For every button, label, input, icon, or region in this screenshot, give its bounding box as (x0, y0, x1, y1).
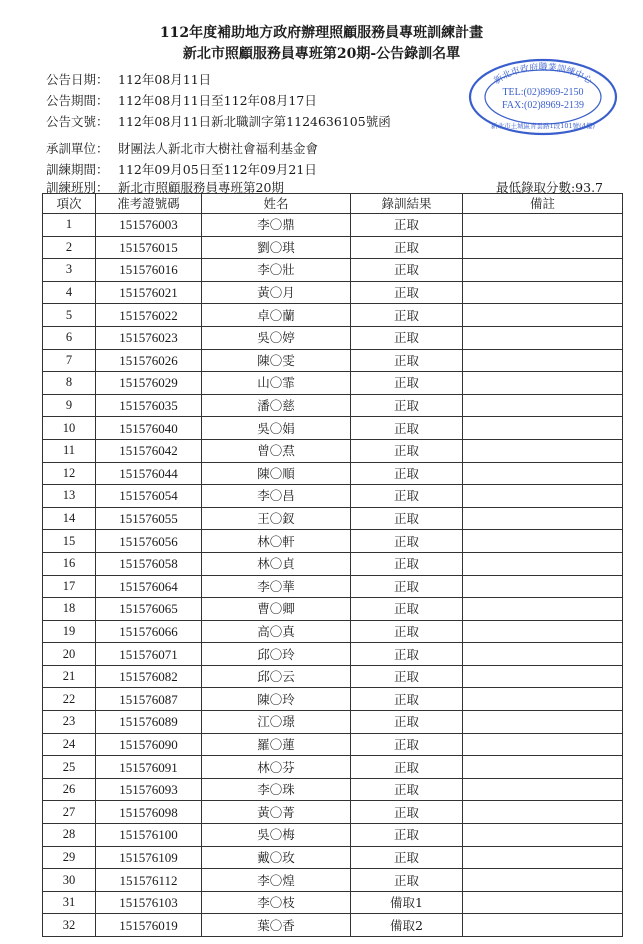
candidate-name: 曾〇焄 (202, 439, 351, 462)
row-index: 20 (43, 643, 96, 666)
row-index: 15 (43, 530, 96, 553)
admission-id: 151576093 (96, 778, 202, 801)
admission-result: 正取 (351, 733, 463, 756)
admission-result: 正取 (351, 304, 463, 327)
training-class-label: 訓練班別： (46, 180, 109, 195)
candidate-name: 山〇霏 (202, 372, 351, 395)
training-period (46, 160, 317, 178)
admission-id: 151576021 (96, 281, 202, 304)
table-row (43, 214, 623, 237)
candidate-name: 陳〇雯 (202, 349, 351, 372)
candidate-name: 黃〇月 (202, 281, 351, 304)
remarks (463, 485, 623, 508)
remarks (463, 846, 623, 869)
table-body (43, 214, 623, 937)
document-title: 112年度補助地方政府辦理照顧服務員專班訓練計畫 (159, 25, 484, 41)
stamp-fax: FAX:(02)8969-2139 (501, 100, 585, 111)
candidate-name: 陳〇玲 (202, 688, 351, 711)
candidate-name: 李〇華 (202, 575, 351, 598)
row-index: 4 (43, 281, 96, 304)
admission-id: 151576064 (96, 575, 202, 598)
admission-result: 正取 (351, 372, 463, 395)
remarks (463, 620, 623, 643)
admission-id: 151576023 (96, 326, 202, 349)
remarks (463, 394, 623, 417)
candidate-name: 林〇貞 (202, 552, 351, 575)
remarks (463, 236, 623, 259)
remarks (463, 778, 623, 801)
table-row (43, 711, 623, 734)
announce-period (46, 91, 317, 109)
remarks (463, 756, 623, 779)
admission-id: 151576055 (96, 507, 202, 530)
table-row (43, 259, 623, 282)
row-index: 6 (43, 326, 96, 349)
remarks (463, 552, 623, 575)
remarks (463, 733, 623, 756)
admission-id: 151576029 (96, 372, 202, 395)
admission-result: 正取 (351, 485, 463, 508)
remarks (463, 801, 623, 824)
candidate-name: 李〇珠 (202, 778, 351, 801)
candidate-name: 江〇璟 (202, 711, 351, 734)
admission-result: 正取 (351, 778, 463, 801)
remarks (463, 643, 623, 666)
candidate-name: 邱〇云 (202, 665, 351, 688)
remarks (463, 575, 623, 598)
admission-id: 151576087 (96, 688, 202, 711)
table-row (43, 846, 623, 869)
admission-result: 正取 (351, 417, 463, 440)
document-number (46, 112, 391, 130)
remarks (463, 824, 623, 847)
remarks (463, 530, 623, 553)
table-row (43, 869, 623, 892)
table-row (43, 914, 623, 937)
minimum-score: 最低錄取分數:93.7 (495, 180, 603, 195)
stamp-tel: TEL:(02)8969-2150 (502, 87, 584, 98)
admission-id: 151576103 (96, 891, 202, 914)
announce-date (46, 70, 211, 88)
admission-id: 151576040 (96, 417, 202, 440)
admission-result: 正取 (351, 688, 463, 711)
table-row (43, 733, 623, 756)
table-row (43, 372, 623, 395)
row-index: 9 (43, 394, 96, 417)
candidate-name: 羅〇蓮 (202, 733, 351, 756)
row-index: 8 (43, 372, 96, 395)
row-index: 5 (43, 304, 96, 327)
table-row (43, 304, 623, 327)
admission-id: 151576015 (96, 236, 202, 259)
training-period-value: 112年09月05日至112年09月21日 (118, 162, 317, 177)
admission-table (42, 193, 623, 937)
candidate-name: 李〇枝 (202, 891, 351, 914)
table-row (43, 801, 623, 824)
admission-id: 151576071 (96, 643, 202, 666)
table-row (43, 439, 623, 462)
admission-id: 151576054 (96, 485, 202, 508)
candidate-name: 黃〇菁 (202, 801, 351, 824)
table-row (43, 756, 623, 779)
row-index: 11 (43, 439, 96, 462)
row-index: 10 (43, 417, 96, 440)
stamp-address: 新北市土城區青雲路1段101號(4樓) (491, 122, 595, 130)
training-period-label: 訓練期間： (46, 162, 109, 177)
table-row (43, 236, 623, 259)
col-header-index: 項次 (43, 194, 96, 214)
admission-id: 151576056 (96, 530, 202, 553)
announce-date-label: 公告日期： (46, 72, 109, 87)
row-index: 17 (43, 575, 96, 598)
admission-id: 151576026 (96, 349, 202, 372)
candidate-name: 陳〇順 (202, 462, 351, 485)
row-index: 28 (43, 824, 96, 847)
admission-result: 正取 (351, 598, 463, 621)
row-index: 12 (43, 462, 96, 485)
admission-id: 151576089 (96, 711, 202, 734)
remarks (463, 869, 623, 892)
col-header-remarks: 備註 (463, 194, 623, 214)
remarks (463, 349, 623, 372)
remarks (463, 688, 623, 711)
row-index: 24 (43, 733, 96, 756)
remarks (463, 462, 623, 485)
row-index: 19 (43, 620, 96, 643)
remarks (463, 417, 623, 440)
admission-id: 151576082 (96, 665, 202, 688)
row-index: 23 (43, 711, 96, 734)
candidate-name: 吳〇婷 (202, 326, 351, 349)
remarks (463, 711, 623, 734)
candidate-name: 林〇芬 (202, 756, 351, 779)
admission-result: 正取 (351, 801, 463, 824)
document-number-value: 112年08月11日新北職訓字第1124636105號函 (118, 114, 391, 129)
organizer (46, 139, 318, 157)
row-index: 26 (43, 778, 96, 801)
admission-id: 151576016 (96, 259, 202, 282)
candidate-name: 卓〇蘭 (202, 304, 351, 327)
table-row (43, 643, 623, 666)
admission-id: 151576091 (96, 756, 202, 779)
row-index: 3 (43, 259, 96, 282)
table-row (43, 417, 623, 440)
candidate-name: 李〇昌 (202, 485, 351, 508)
table-row (43, 462, 623, 485)
table-row (43, 598, 623, 621)
admission-result: 正取 (351, 507, 463, 530)
admission-result: 備取1 (351, 891, 463, 914)
remarks (463, 281, 623, 304)
table-row (43, 349, 623, 372)
row-index: 27 (43, 801, 96, 824)
admission-result: 正取 (351, 259, 463, 282)
col-header-admission-id: 准考證號碼 (96, 194, 202, 214)
admission-result: 正取 (351, 349, 463, 372)
admission-result: 正取 (351, 552, 463, 575)
admission-id: 151576109 (96, 846, 202, 869)
admission-result: 正取 (351, 643, 463, 666)
row-index: 7 (43, 349, 96, 372)
row-index: 31 (43, 891, 96, 914)
table-row (43, 891, 623, 914)
admission-result: 正取 (351, 530, 463, 553)
admission-result: 正取 (351, 439, 463, 462)
row-index: 16 (43, 552, 96, 575)
col-header-result: 錄訓結果 (351, 194, 463, 214)
candidate-name: 高〇真 (202, 620, 351, 643)
candidate-name: 吳〇娟 (202, 417, 351, 440)
remarks (463, 372, 623, 395)
candidate-name: 潘〇慈 (202, 394, 351, 417)
table-row (43, 575, 623, 598)
candidate-name: 邱〇玲 (202, 643, 351, 666)
table-row (43, 778, 623, 801)
admission-result: 正取 (351, 575, 463, 598)
admission-result: 正取 (351, 665, 463, 688)
admission-result: 正取 (351, 462, 463, 485)
candidate-name: 戴〇玫 (202, 846, 351, 869)
remarks (463, 914, 623, 937)
table-row (43, 620, 623, 643)
admission-id: 151576100 (96, 824, 202, 847)
admission-result: 正取 (351, 711, 463, 734)
remarks (463, 439, 623, 462)
table-row (43, 326, 623, 349)
admission-result: 正取 (351, 281, 463, 304)
admission-id: 151576022 (96, 304, 202, 327)
admission-result: 正取 (351, 620, 463, 643)
remarks (463, 326, 623, 349)
announce-date-value: 112年08月11日 (118, 72, 212, 87)
admission-result: 正取 (351, 214, 463, 237)
admission-id: 151576112 (96, 869, 202, 892)
organizer-label: 承訓單位： (46, 141, 109, 156)
admission-id: 151576019 (96, 914, 202, 937)
admission-id: 151576035 (96, 394, 202, 417)
row-index: 1 (43, 214, 96, 237)
row-index: 21 (43, 665, 96, 688)
admission-id: 151576044 (96, 462, 202, 485)
admission-id: 151576042 (96, 439, 202, 462)
admission-id: 151576003 (96, 214, 202, 237)
remarks (463, 891, 623, 914)
admission-result: 正取 (351, 869, 463, 892)
admission-result: 正取 (351, 824, 463, 847)
table-row (43, 688, 623, 711)
row-index: 32 (43, 914, 96, 937)
table-row (43, 665, 623, 688)
candidate-name: 李〇鼎 (202, 214, 351, 237)
admission-result: 正取 (351, 326, 463, 349)
candidate-name: 林〇軒 (202, 530, 351, 553)
remarks (463, 665, 623, 688)
candidate-name: 王〇釵 (202, 507, 351, 530)
remarks (463, 214, 623, 237)
admission-result: 備取2 (351, 914, 463, 937)
table-row (43, 394, 623, 417)
row-index: 29 (43, 846, 96, 869)
training-class-value: 新北市照顧服務員專班第20期 (118, 180, 284, 195)
row-index: 2 (43, 236, 96, 259)
remarks (463, 598, 623, 621)
row-index: 25 (43, 756, 96, 779)
candidate-name: 李〇煌 (202, 869, 351, 892)
table-row (43, 530, 623, 553)
table-row (43, 281, 623, 304)
row-index: 22 (43, 688, 96, 711)
admission-id: 151576090 (96, 733, 202, 756)
admission-result: 正取 (351, 756, 463, 779)
table-row (43, 507, 623, 530)
row-index: 30 (43, 869, 96, 892)
table-row (43, 485, 623, 508)
row-index: 13 (43, 485, 96, 508)
admission-id: 151576065 (96, 598, 202, 621)
candidate-name: 葉〇香 (202, 914, 351, 937)
remarks (463, 259, 623, 282)
admission-result: 正取 (351, 394, 463, 417)
remarks (463, 304, 623, 327)
remarks (463, 507, 623, 530)
admission-id: 151576098 (96, 801, 202, 824)
candidate-name: 曹〇卿 (202, 598, 351, 621)
admission-id: 151576058 (96, 552, 202, 575)
candidate-name: 李〇壯 (202, 259, 351, 282)
candidate-name: 吳〇梅 (202, 824, 351, 847)
row-index: 14 (43, 507, 96, 530)
table-header-row (43, 194, 623, 214)
announce-period-value: 112年08月11日至112年08月17日 (118, 93, 317, 108)
official-stamp (468, 58, 618, 136)
admission-result: 正取 (351, 236, 463, 259)
table-row (43, 824, 623, 847)
organizer-value: 財團法人新北市大樹社會福利基金會 (118, 141, 319, 156)
document-subtitle: 新北市照顧服務員專班第20期-公告錄訓名單 (182, 46, 461, 62)
announce-period-label: 公告期間： (46, 93, 109, 108)
admission-id: 151576066 (96, 620, 202, 643)
col-header-name: 姓名 (202, 194, 351, 214)
table-row (43, 552, 623, 575)
admission-result: 正取 (351, 846, 463, 869)
row-index: 18 (43, 598, 96, 621)
document-number-label: 公告文號： (46, 114, 109, 129)
stamp-top-text: 新北市政府職業訓練中心 (492, 63, 594, 87)
candidate-name: 劉〇琪 (202, 236, 351, 259)
